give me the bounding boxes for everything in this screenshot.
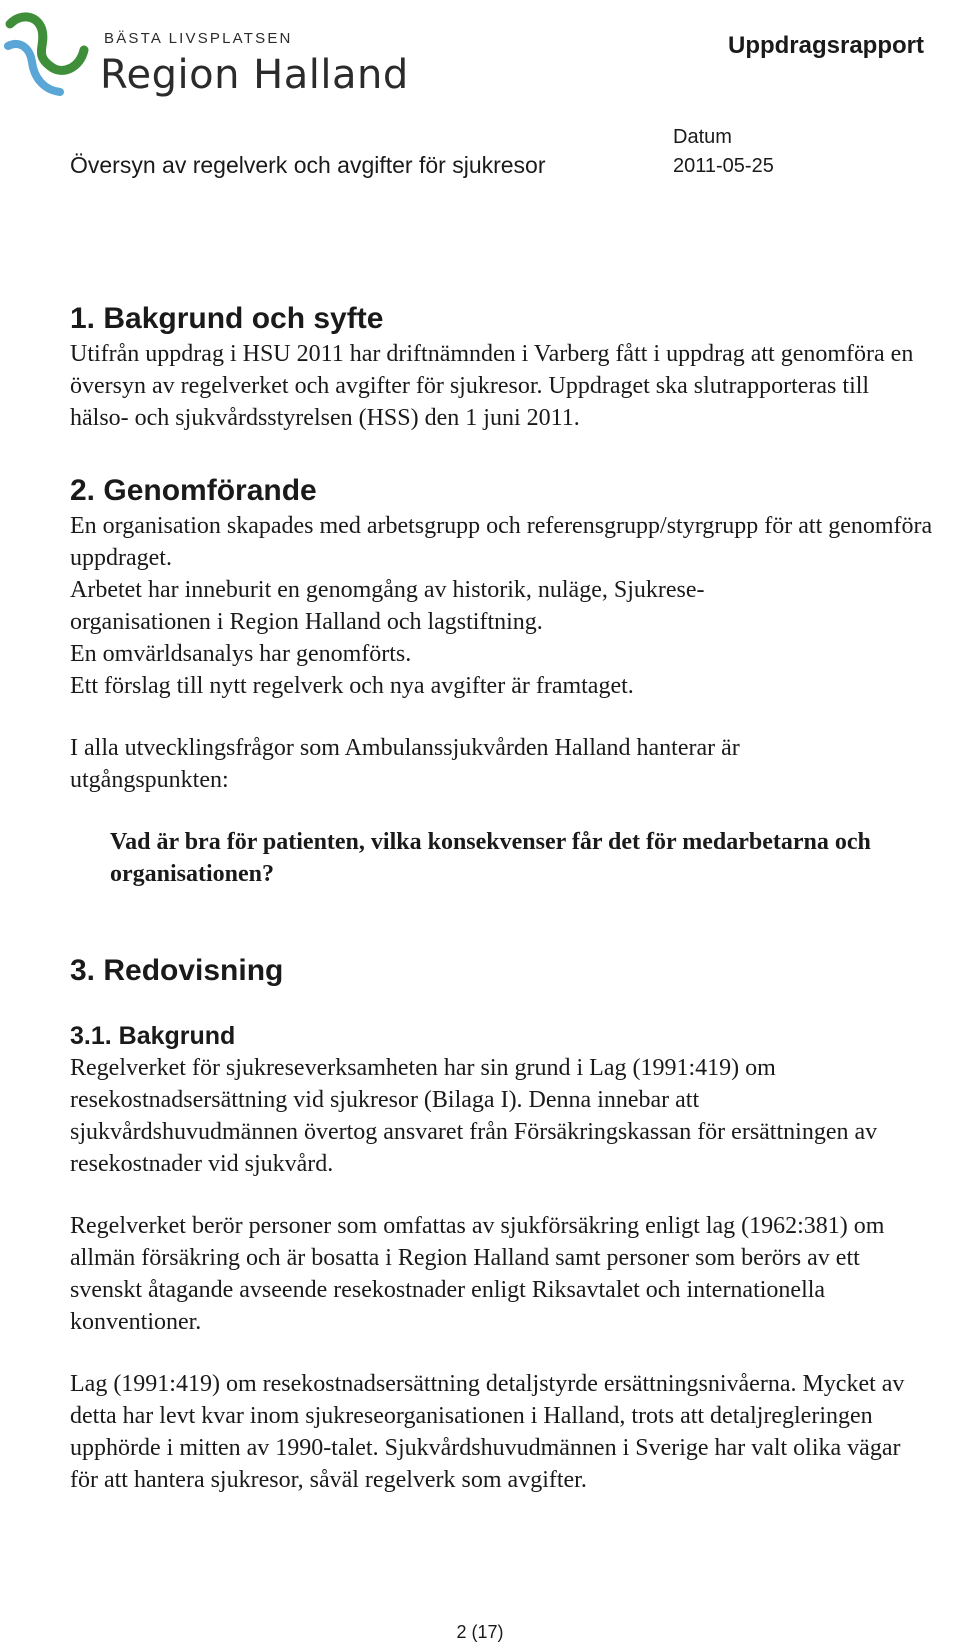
logo-name: Region Halland <box>100 52 409 98</box>
section-3-1-paragraph-2: Regelverket berör personer som omfattas av sjukförsäkring enligt lag (1962:381) om allmän försäkring och är bosatta i Region Halland samt personer som berörs av ett svenskt åtagande avseende resekostnader enligt Riksavtalet och internationella konventioner. <box>70 1213 885 1335</box>
logo-tagline: BÄSTA LIVSPLATSEN <box>104 30 293 47</box>
document-body <box>70 300 950 1496</box>
section-2-paragraph-5: I alla utvecklingsfrågor som Ambulanssjukvården Halland hanterar är utgångspunkten: <box>70 735 740 793</box>
report-type: Uppdragsrapport <box>727 32 924 59</box>
section-1-heading: 1. Bakgrund och syfte <box>70 302 384 335</box>
section-2-heading: 2. Genomförande <box>70 474 317 507</box>
date-label: Datum <box>673 126 732 148</box>
page-number: 2 (17) <box>456 1622 504 1642</box>
section-3-1-heading: 3.1. Bakgrund <box>70 1022 236 1050</box>
date-value: 2011-05-25 <box>673 155 774 177</box>
section-2-paragraph-1: En organisation skapades med arbetsgrupp och referensgrupp/styrgrupp för att genomföra uppdraget. <box>70 513 933 571</box>
section-2-paragraph-3: En omvärldsanalys har genomförts. <box>70 641 412 667</box>
section-2-paragraph-2: Arbetet har inneburit en genomgång av historik, nuläge, Sjukrese-organisationen i Region Halland och lagstiftning. <box>70 577 705 635</box>
section-3-heading: 3. Redovisning <box>70 954 284 987</box>
section-2-paragraph-4: Ett förslag till nytt regelverk och nya avgifter är framtaget. <box>70 673 634 699</box>
document-title: Översyn av regelverk och avgifter för sjukresor <box>70 152 546 178</box>
section-1-text: Utifrån uppdrag i HSU 2011 har driftnämnden i Varberg fått i uppdrag att genomföra en översyn av regelverket och avgifter för sjukresor. Uppdraget ska slutrapporteras till hälso- och sjukvårdsstyrelsen (HSS) den 1 juni 2011. <box>70 341 914 431</box>
section-3-1-paragraph-1: Regelverket för sjukreseverksamheten har sin grund i Lag (1991:419) om resekostnadsersättning vid sjukresor (Bilaga I). Denna innebar att sjukvårdshuvudmännen övertog ansvaret från Försäkringskassan för ersättningen av resekostnader vid sjukvård. <box>70 1055 878 1177</box>
guiding-question: Vad är bra för patienten, vilka konsekvenser får det för medarbetarna och organisationen? <box>110 829 871 887</box>
section-3-1-paragraph-3: Lag (1991:419) om resekostnadsersättning detaljstyrde ersättningsnivåerna. Mycket av detta har levt kvar inom sjukreseorganisationen i Halland, trots att detaljregleringen upphörde i mitten av 1990-talet. Sjukvårdshuvudmännen i Sverige har valt olika vägar för att hantera sjukresor, såväl regelverk som avgifter. <box>70 1371 905 1493</box>
